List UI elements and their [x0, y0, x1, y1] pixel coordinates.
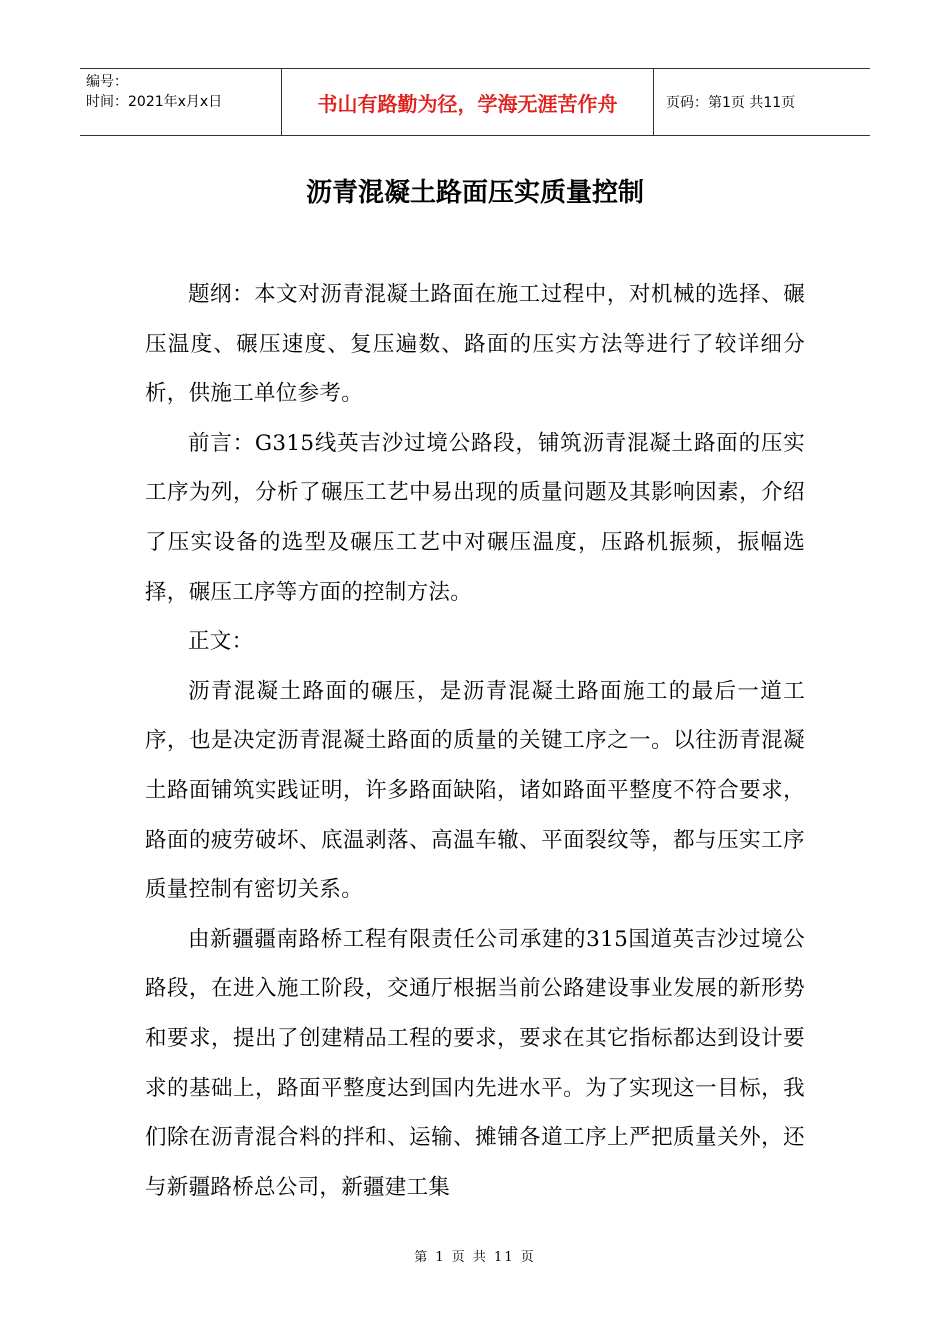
document-title: 沥青混凝土路面压实质量控制 [305, 178, 644, 208]
paragraph-preface: 前言：G315线英吉沙过境公路段，铺筑沥青混凝土路面的压实工序为列，分析了碾压工艺中易出现的质量问题及其影响因素，介绍了压实设备的选型及碾压工艺中对碾压温度，压路机振频，振幅选择，碾压工序等方面的控制方法。 [145, 430, 805, 605]
time-label: 时间：2021年x月x日 [86, 94, 223, 110]
paragraph-abstract: 题纲：本文对沥青混凝土路面在施工过程中，对机械的选择、碾压温度、碾压速度、复压遍数、路面的压实方法等进行了较详细分析，供施工单位参考。 [145, 282, 805, 407]
page-footer: 第 1 页 共 11 页 [414, 1250, 536, 1265]
paragraph-main-heading: 正文： [188, 629, 254, 655]
page-info: 页码：第1页 共11页 [666, 95, 796, 111]
paragraph-body-2: 由新疆疆南路桥工程有限责任公司承建的315国道英吉沙过境公路段，在进入施工阶段，交通厅根据当前公路建设事业发展的新形势和要求，提出了创建精品工程的要求，要求在其它指标都达到设计要求的基础上，路面平整度达到国内先进水平。为了实现这一目标，我们除在沥青混合料的拌和、运输、摊铺各道工序上严把质量关外，还与新疆路桥总公司，新疆建工集 [145, 926, 805, 1200]
paragraph-body-1: 沥青混凝土路面的碾压，是沥青混凝土路面施工的最后一道工序，也是决定沥青混凝土路面的质量的关键工序之一。以往沥青混凝土路面铺筑实践证明，许多路面缺陷，诸如路面平整度不符合要求，路面的疲劳破坏、底温剥落、高温车辙、平面裂纹等，都与压实工序质量控制有密切关系。 [145, 678, 805, 903]
header-table [80, 68, 870, 136]
motto: 书山有路勤为径，学海无涯苦作舟 [282, 69, 654, 135]
number-label: 编号： [86, 74, 128, 90]
header-left-cell [80, 69, 282, 135]
document-body [145, 270, 805, 1212]
